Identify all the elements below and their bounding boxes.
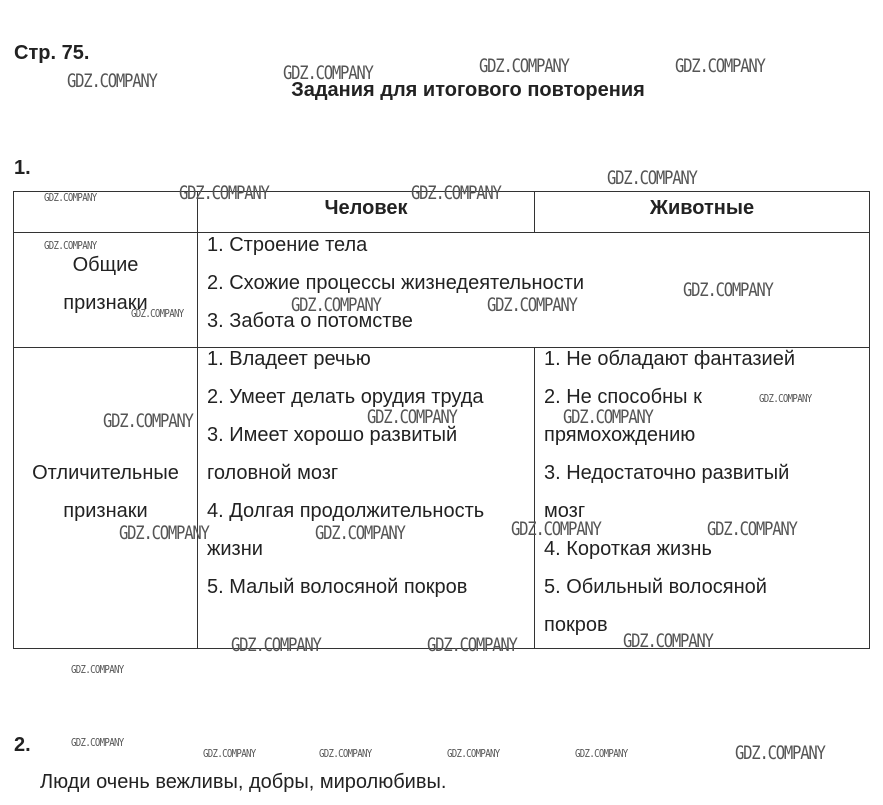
watermark: GDZ.COMPANY	[511, 518, 601, 540]
list-item: покров	[544, 614, 608, 636]
watermark: GDZ.COMPANY	[119, 522, 209, 544]
watermark: GDZ.COMPANY	[759, 392, 812, 405]
watermark: GDZ.COMPANY	[283, 62, 373, 84]
watermark: GDZ.COMPANY	[487, 294, 577, 316]
header-animals: Животные	[649, 197, 755, 219]
watermark: GDZ.COMPANY	[315, 522, 405, 544]
human-distinct-list	[207, 340, 484, 606]
watermark: GDZ.COMPANY	[367, 406, 457, 428]
watermark: GDZ.COMPANY	[563, 406, 653, 428]
watermark: GDZ.COMPANY	[44, 191, 97, 204]
list-item: 1. Строение тела	[207, 234, 368, 256]
distinct-features-label: Отличительные признаки	[32, 462, 179, 522]
watermark: GDZ.COMPANY	[707, 518, 797, 540]
watermark: GDZ.COMPANY	[131, 307, 184, 320]
list-item: 3. Недостаточно развитый	[544, 462, 790, 484]
watermark: GDZ.COMPANY	[623, 630, 713, 652]
list-item: 5. Малый волосяной покров	[207, 576, 468, 598]
header-human: Человек	[324, 197, 408, 219]
watermark: GDZ.COMPANY	[427, 634, 517, 656]
watermark: GDZ.COMPANY	[607, 167, 697, 189]
list-item: 5. Обильный волосяной	[544, 576, 767, 598]
watermark: GDZ.COMPANY	[683, 279, 773, 301]
section-title: Задания для итогового повторения	[291, 79, 645, 101]
watermark: GDZ.COMPANY	[447, 747, 500, 760]
list-item: 2. Умеет делать орудия труда	[207, 386, 484, 408]
list-item: головной мозг	[207, 462, 339, 484]
watermark: GDZ.COMPANY	[103, 410, 193, 432]
list-item: 3. Забота о потомстве	[207, 310, 413, 332]
watermark: GDZ.COMPANY	[179, 182, 269, 204]
watermark: GDZ.COMPANY	[44, 239, 97, 252]
common-features-list	[207, 226, 584, 340]
animal-distinct-list	[544, 340, 795, 644]
list-item: жизни	[207, 538, 263, 560]
list-item: 3. Имеет хорошо развитый	[207, 424, 458, 446]
watermark: GDZ.COMPANY	[71, 736, 124, 749]
page-label: Стр. 75.	[14, 42, 90, 64]
list-item: 2. Не способны к	[544, 386, 702, 408]
watermark: GDZ.COMPANY	[231, 634, 321, 656]
watermark: GDZ.COMPANY	[67, 70, 157, 92]
list-item: 2. Схожие процессы жизнедеятельности	[207, 272, 585, 294]
watermark: GDZ.COMPANY	[291, 294, 381, 316]
watermark: GDZ.COMPANY	[203, 747, 256, 760]
task-2-number: 2.	[14, 734, 31, 756]
watermark: GDZ.COMPANY	[675, 55, 765, 77]
list-item: 4. Долгая продолжительность	[207, 500, 485, 522]
list-item: 1. Владеет речью	[207, 348, 371, 370]
watermark: GDZ.COMPANY	[319, 747, 372, 760]
list-item: 1. Не обладают фантазией	[544, 348, 795, 370]
watermark: GDZ.COMPANY	[411, 182, 501, 204]
list-item: прямохождению	[544, 424, 696, 446]
watermark: GDZ.COMPANY	[735, 742, 825, 764]
common-features-label: Общие признаки	[63, 254, 148, 314]
list-item: 4. Короткая жизнь	[544, 538, 712, 560]
watermark: GDZ.COMPANY	[71, 663, 124, 676]
task-1-number: 1.	[14, 157, 31, 179]
watermark: GDZ.COMPANY	[575, 747, 628, 760]
list-item: мозг	[544, 500, 586, 522]
task-2-answer: Люди очень вежливы, добры, миролюбивы.	[40, 771, 447, 793]
watermark: GDZ.COMPANY	[479, 55, 569, 77]
